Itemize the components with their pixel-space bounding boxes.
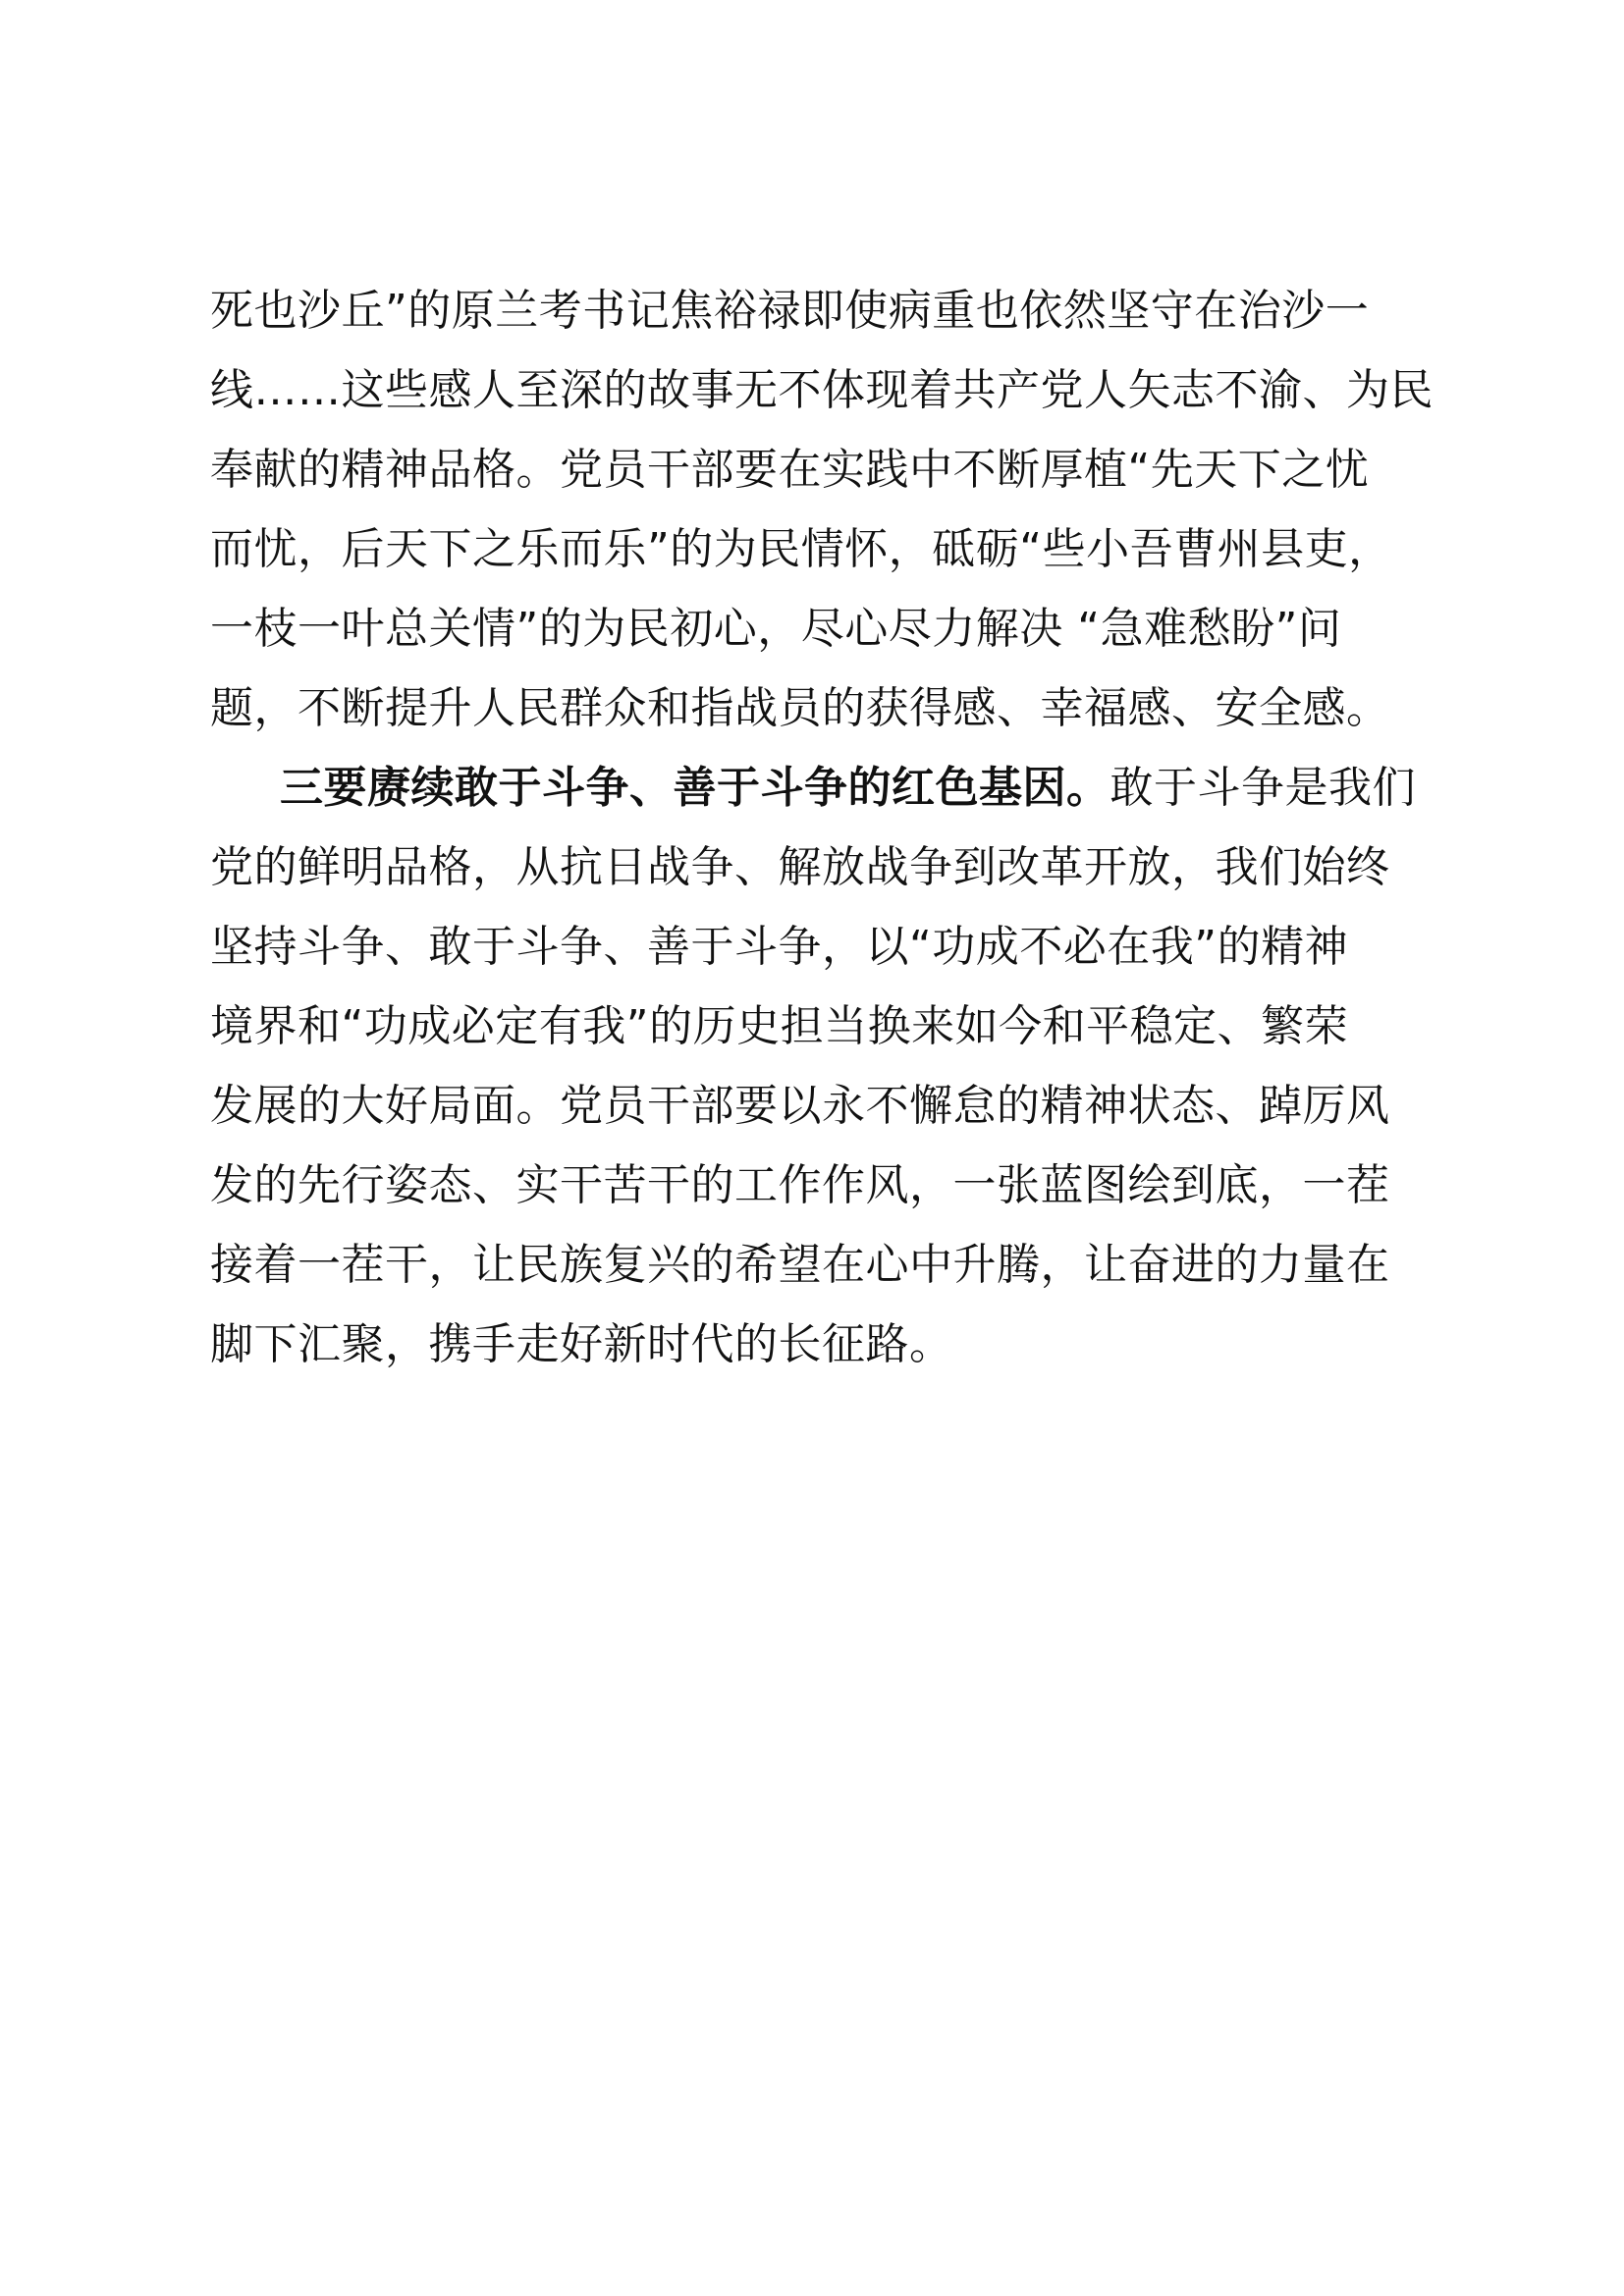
paragraph-line: 脚下汇聚，携手走好新时代的长征路。 bbox=[210, 1319, 953, 1369]
paragraph-line: 发展的大好局面。党员干部要以永不懈怠的精神状态、踔厉风 bbox=[210, 1081, 1390, 1131]
paragraph-line: 坚持斗争、敢于斗争、善于斗争，以“功成不必在我”的精神 bbox=[210, 922, 1349, 972]
paragraph-line: 发的先行姿态、实干苦干的工作作风，一张蓝图绘到底，一茬 bbox=[210, 1160, 1390, 1210]
paragraph-line: 接着一茬干，让民族复兴的希望在心中升腾，让奋进的力量在 bbox=[210, 1240, 1390, 1290]
section-heading: 三要赓续敢于斗争、善于斗争的红色基因。 bbox=[280, 763, 1110, 813]
paragraph-line: 题，不断提升人民群众和指战员的获得感、幸福感、安全感。 bbox=[210, 683, 1390, 733]
document-body bbox=[210, 271, 1437, 1384]
paragraph-first-line-text: 敢于斗争是我们 bbox=[1110, 763, 1416, 813]
paragraph-first-line bbox=[210, 748, 1437, 828]
paragraph-line: 线……这些感人至深的故事无不体现着共产党人矢志不渝、为民 bbox=[210, 365, 1434, 415]
paragraph-line: 境界和“功成必定有我”的历史担当换来如今和平稳定、繁荣 bbox=[210, 1001, 1349, 1051]
paragraph-1 bbox=[210, 271, 1437, 748]
paragraph-line: 一枝一叶总关情”的为民初心，尽心尽力解决 “急难愁盼”问 bbox=[210, 604, 1342, 654]
paragraph-line: 党的鲜明品格，从抗日战争、解放战争到改革开放，我们始终 bbox=[210, 842, 1390, 892]
paragraph-2 bbox=[210, 748, 1437, 1384]
paragraph-line: 死也沙丘”的原兰考书记焦裕禄即使病重也依然坚守在治沙一 bbox=[210, 286, 1370, 336]
paragraph-line: 而忧，后天下之乐而乐”的为民情怀，砥砺“些小吾曹州县吏， bbox=[210, 524, 1392, 574]
paragraph-line: 奉献的精神品格。党员干部要在实践中不断厚植“先天下之忧 bbox=[210, 445, 1370, 495]
